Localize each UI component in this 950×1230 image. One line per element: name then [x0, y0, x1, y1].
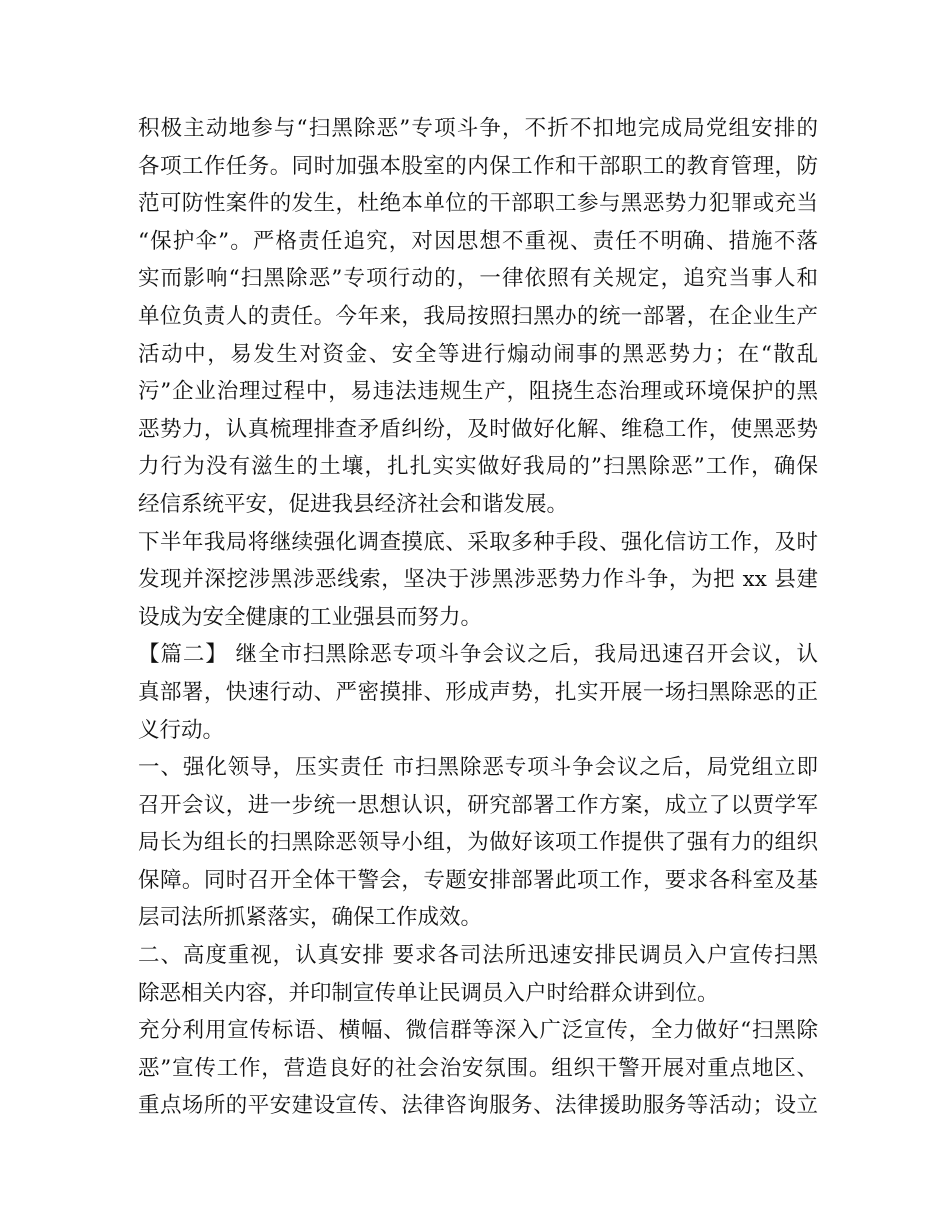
text-line: 层司法所抓紧落实，确保工作成效。 — [138, 905, 483, 931]
text-line: 积极主动地参与“扫黑除恶”专项斗争，不折不扣地完成局党组安排的 — [138, 116, 818, 141]
text-line: 重点场所的平安建设宣传、法律咨询服务、法律援助服务等活动；设立 — [138, 1093, 818, 1119]
text-line: 召开会议，进一步统一思想认识，研究部署工作方案，成立了以贾学军 — [138, 792, 818, 818]
text-line: 设成为安全健康的工业强县而努力。 — [138, 604, 483, 630]
text-line: 经信系统平安，促进我县经济社会和谐发展。 — [138, 491, 569, 517]
text-line: 各项工作任务。同时加强本股室的内保工作和干部职工的教育管理，防 — [138, 153, 818, 179]
text-line: 污”企业治理过程中，易违法违规生产，阻挠生态治理或环境保护的黑 — [138, 379, 818, 405]
text-line: 真部署，快速行动、严密摸排、形成声势，扎实开展一场扫黑除恶的正 — [138, 679, 818, 705]
text-line: 实而影响“扫黑除恶”专项行动的，一律依照有关规定，追究当事人和 — [138, 266, 818, 292]
text-line: 发现并深挖涉黑涉恶线索，坚决于涉黑涉恶势力作斗争，为把 xx 县建 — [138, 567, 818, 593]
text-line: 恶”宣传工作，营造良好的社会治安氛围。组织干警开展对重点地区、 — [138, 1055, 818, 1081]
text-line: 【篇二】 继全市扫黑除恶专项斗争会议之后，我局迅速召开会议，认 — [138, 642, 818, 668]
text-line: 单位负责人的责任。今年来，我局按照扫黑办的统一部署，在企业生产 — [138, 303, 818, 329]
text-line: “保护伞”。严格责任追究，对因思想不重视、责任不明确、措施不落 — [138, 228, 818, 254]
text-line: 充分利用宣传标语、横幅、微信群等深入广泛宣传，全力做好“扫黑除 — [138, 1018, 818, 1044]
text-line: 力行为没有滋生的土壤，扎扎实实做好我局的”扫黑除恶”工作，确保 — [138, 454, 818, 480]
text-line: 范可防性案件的发生，杜绝本单位的干部职工参与黑恶势力犯罪或充当 — [138, 191, 818, 217]
text-line: 义行动。 — [138, 717, 225, 743]
document-body — [138, 110, 818, 1125]
text-line: 一、强化领导，压实责任 市扫黑除恶专项斗争会议之后，局党组立即 — [138, 755, 818, 781]
text-line: 除恶相关内容，并印制宣传单让民调员入户时给群众讲到位。 — [138, 980, 719, 1006]
text-line: 恶势力，认真梳理排查矛盾纠纷，及时做好化解、维稳工作，使黑恶势 — [138, 416, 818, 442]
text-line: 下半年我局将继续强化调查摸底、采取多种手段、强化信访工作，及时 — [138, 529, 818, 555]
text-line: 保障。同时召开全体干警会，专题安排部署此项工作，要求各科室及基 — [138, 867, 818, 893]
text-line: 二、高度重视，认真安排 要求各司法所迅速安排民调员入户宣传扫黑 — [138, 943, 818, 969]
text-line: 活动中，易发生对资金、安全等进行煽动闹事的黑恶势力；在“散乱 — [138, 341, 818, 367]
text-line: 局长为组长的扫黑除恶领导小组，为做好该项工作提供了强有力的组织 — [138, 830, 818, 856]
